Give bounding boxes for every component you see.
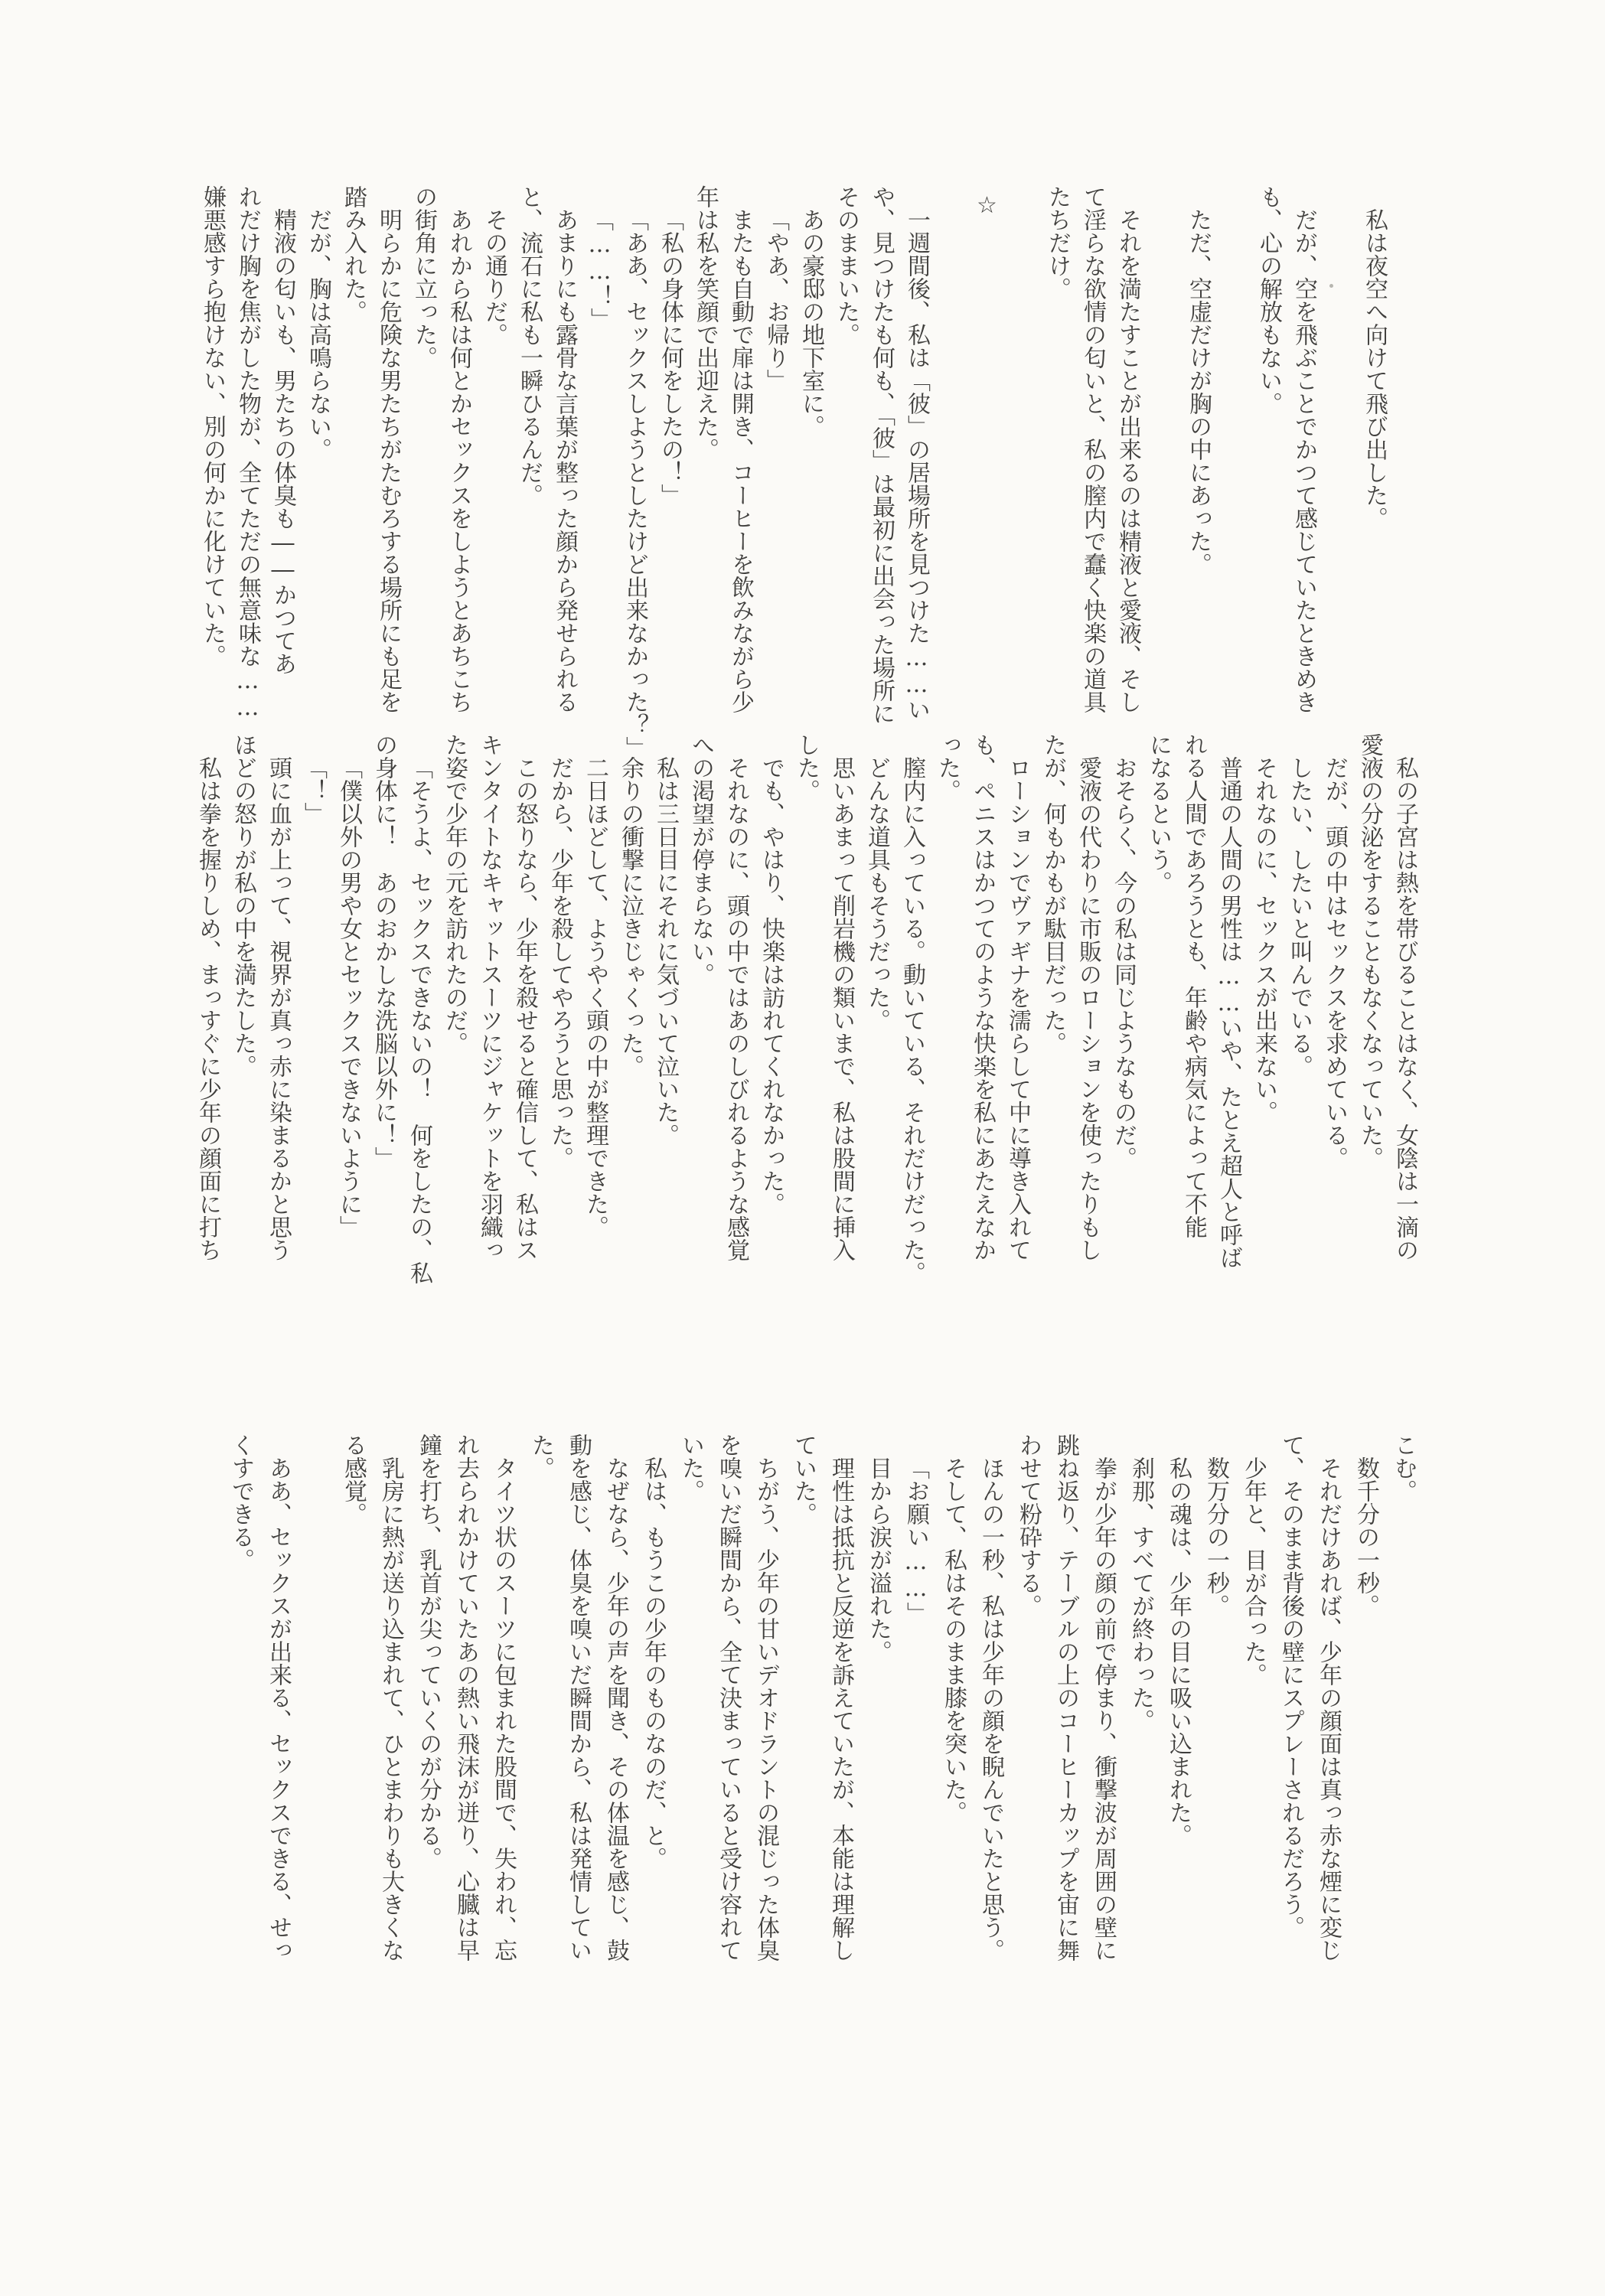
text-column: 嫌悪感すら抱けない、別の何かに化けていた。: [199, 185, 226, 667]
text-column: 普通の人間の男性は……いや、たとえ超人と呼ば: [1215, 756, 1242, 1269]
text-column: れ去られかけていたあの熱い飛沫が迸り、心臓は早: [452, 1433, 479, 1962]
text-column: 私は、もうこの少年のものなのだ、と。: [640, 1456, 667, 1870]
text-column: れだけ胸を焦がした物が、全てただの無意味な……: [234, 185, 261, 721]
text-column: 精液の匂いも、男たちの体臭も――かつてあ: [269, 208, 296, 675]
text-column: 私は夜空へ向けて飛び出した。: [1361, 208, 1388, 530]
blank-column: [1004, 185, 1039, 782]
text-column: おそらく、今の私は同じようなものだ。: [1110, 756, 1137, 1169]
text-column: て、そのまま背後の壁にスプレーされるだろう。: [1277, 1433, 1304, 1939]
text-column: それだけあれば、少年の顔面は真っ赤な煙に変じ: [1315, 1456, 1342, 1962]
text-column: 余りの衝撃に泣きじゃくった。: [617, 756, 644, 1078]
scan-speck: [1329, 284, 1333, 288]
text-column: 二日ほどして、ようやく頭の中が整理できた。: [582, 756, 608, 1238]
text-column: だから、少年を殺してやろうと思った。: [546, 756, 573, 1169]
text-column: キンタイトなキャットスーツにジャケットを羽織っ: [476, 733, 503, 1261]
text-band-3: [222, 1433, 1422, 2046]
text-column: いた。: [677, 1433, 704, 1502]
text-band-2: [190, 733, 1422, 1345]
text-column: 乳房に熱が送り込まれて、ひとまわりも大きくな: [377, 1456, 404, 1962]
text-column: 踏み入れた。: [340, 185, 367, 323]
text-column: 刹那、すべてが終わった。: [1127, 1456, 1154, 1732]
blank-column: [934, 185, 969, 782]
section-divider-star: ☆: [974, 192, 1000, 219]
text-column: 数千分の一秒。: [1352, 1456, 1379, 1617]
text-column: 「ああ、セックスしようとしたけど出来なかった？」: [621, 208, 648, 759]
text-column: ていた。: [790, 1433, 817, 1525]
text-column: 一週間後、私は「彼」の居場所を見つけた……い: [903, 208, 930, 721]
text-column: も、心の解放もない。: [1255, 185, 1282, 415]
text-column: ほんの一秒、私は少年の顔を睨んでいたと思う。: [977, 1456, 1004, 1962]
text-column: 愛液の代わりに市販のローションを使ったりもし: [1075, 756, 1101, 1261]
text-column: た姿で少年の元を訪れたのだ。: [441, 733, 468, 1055]
text-column: 「そうよ、セックスできないの！ 何をしたの、私: [406, 756, 432, 1284]
blank-column: [1215, 185, 1251, 782]
text-column: になるという。: [1145, 733, 1172, 894]
text-column: それなのに、頭の中ではあのしびれるような感覚: [723, 756, 749, 1261]
text-column: 私の子宮は熱を帯びることはなく、女陰は一滴の: [1391, 756, 1418, 1261]
text-column: も、ペニスはかつてのような快楽を私にあたえなか: [969, 733, 996, 1261]
text-column: たちだけ。: [1044, 185, 1071, 300]
text-column: タイツ状のスーツに包まれた股間で、失われ、忘: [490, 1456, 517, 1962]
text-column: 膣内に入っている。動いている、それだけだった。: [899, 756, 925, 1284]
text-column: たが、何もかもが駄目だった。: [1039, 733, 1066, 1055]
text-column: 年は私を笑顔で出迎えた。: [692, 185, 719, 461]
text-column: 理性は抵抗と反逆を訴えていたが、本能は理解し: [827, 1456, 854, 1962]
text-column: 「私の身体に何をしたの！」: [657, 208, 683, 507]
text-column: またも自動で扉は開き、コーヒーを飲みながら少: [727, 208, 754, 713]
text-column: あの豪邸の地下室に。: [798, 208, 824, 438]
text-column: そして、私はそのまま膝を突いた。: [940, 1456, 967, 1824]
text-column: 動を感じ、体臭を嗅いだ瞬間から、私は発情してい: [565, 1433, 592, 1962]
text-column: 思いあまって削岩機の類いまで、私は股間に挿入: [828, 756, 855, 1261]
text-column: この怒りなら、少年を殺せると確信して、私はス: [511, 756, 538, 1261]
text-column: 拳が少年の顔の前で停まり、衝撃波が周囲の壁に: [1090, 1456, 1117, 1962]
text-column: なぜなら、少年の声を聞き、その体温を感じ、鼓: [602, 1456, 629, 1962]
text-column: た。: [527, 1433, 554, 1479]
text-column: 鐘を打ち、乳首が尖っていくのが分かる。: [415, 1433, 442, 1870]
text-column: 私の魂は、少年の目に吸い込まれた。: [1165, 1456, 1192, 1847]
text-column: そのままいた。: [833, 185, 860, 346]
text-column: それなのに、セックスが出来ない。: [1251, 756, 1277, 1124]
text-column: した。: [793, 733, 820, 802]
text-column: て淫らな欲情の匂いと、私の膣内で蠢く快楽の道具: [1079, 185, 1106, 713]
text-column: それを満たすことが出来るのは精液と愛液、そし: [1114, 208, 1141, 713]
text-column: ほどの怒りが私の中を満たした。: [230, 733, 256, 1078]
text-column: 目から涙が溢れた。: [865, 1456, 892, 1663]
text-column: ああ、セックスが出来る、セックスできる、せっ: [265, 1456, 292, 1962]
text-column: わせて粉砕する。: [1015, 1433, 1042, 1617]
text-column: への渇望が停まらない。: [687, 733, 714, 986]
blank-column: [1145, 185, 1180, 782]
text-column: あれから私は何とかセックスをしようとあちこち: [445, 208, 472, 713]
text-column: ローションでヴァギナを濡らして中に導き入れて: [1004, 756, 1031, 1261]
text-column: る感覚。: [340, 1433, 367, 1525]
text-column: こむ。: [1390, 1433, 1417, 1502]
text-column: その通りだ。: [481, 208, 507, 346]
text-column: れる人間であろうとも、年齢や病気によって不能: [1180, 733, 1207, 1238]
text-column: 「僕以外の男や女とセックスできないように」: [335, 756, 362, 1238]
text-column: だが、空を飛ぶことでかつて感じていたときめき: [1290, 208, 1317, 713]
text-column: したい、したいと叫んでいる。: [1286, 756, 1313, 1078]
text-column: 数万分の一秒。: [1202, 1456, 1229, 1617]
blank-column: [297, 1433, 334, 2046]
text-band-1: [194, 185, 1391, 782]
text-column: 跳ね返り、テーブルの上のコーヒーカップを宙に舞: [1052, 1433, 1079, 1962]
text-column: だが、胸は高鳴らない。: [305, 208, 331, 461]
text-column: でも、やはり、快楽は訪れてくれなかった。: [758, 756, 785, 1215]
text-column: ちがう、少年の甘いデオドラントの混じった体臭: [752, 1456, 779, 1962]
text-column: の街角に立った。: [410, 185, 437, 369]
text-column: 少年と、目が合った。: [1240, 1456, 1267, 1686]
text-column: 私は三日目にそれに気づいて泣いた。: [652, 756, 679, 1146]
text-column: と、流石に私も一瞬ひるんだ。: [516, 185, 543, 507]
text-column: 「……！」: [586, 208, 613, 331]
text-column: や、見つけたも何も、「彼」は最初に出会った場所に: [868, 185, 895, 725]
text-column: 私は拳を握りしめ、まっすぐに少年の顔面に打ち: [194, 756, 221, 1261]
text-column: だが、頭の中はセックスを求めている。: [1321, 756, 1348, 1169]
text-column: 明らかに危険な男たちがたむろする場所にも足を: [375, 208, 402, 713]
text-column: 「お願い……」: [902, 1456, 929, 1625]
text-column: どんな道具もそうだった。: [863, 756, 890, 1032]
blank-column: [1321, 185, 1356, 782]
text-column: 「！」: [300, 756, 327, 825]
text-column: あまりにも露骨な言葉が整った顔から発せられる: [551, 208, 578, 713]
text-column: 愛液の分泌をすることもなくなっていた。: [1356, 733, 1383, 1169]
text-column: くすできる。: [227, 1433, 254, 1571]
text-column: の身体に！ あのおかしな洗脳以外に！」: [370, 733, 397, 1169]
text-column: を嗅いだ瞬間から、全て決まっていると受け容れて: [715, 1433, 742, 1962]
text-column: 「やあ、お帰り」: [762, 208, 789, 392]
text-column: 頭に血が上って、視界が真っ赤に染まるかと思う: [265, 756, 292, 1261]
text-column: った。: [934, 733, 961, 802]
text-column: ただ、空虚だけが胸の中にあった。: [1185, 208, 1212, 576]
